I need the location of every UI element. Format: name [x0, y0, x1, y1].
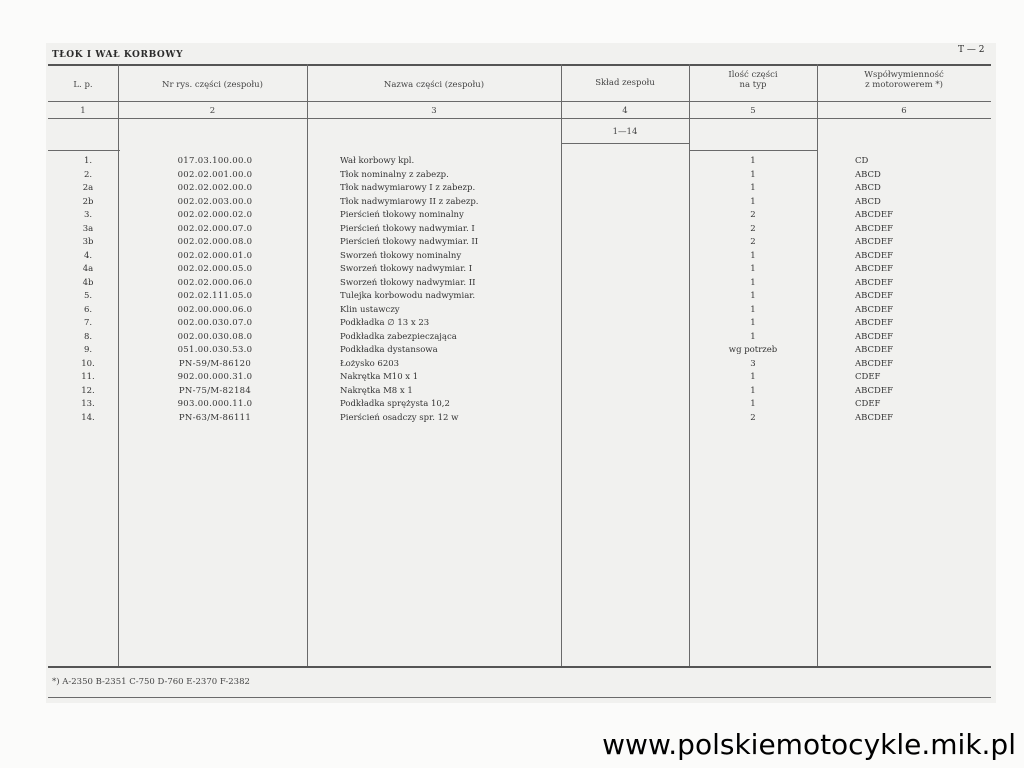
row-compatibility: ABCDEF: [855, 385, 893, 396]
row-drawing-number: 002.00.000.06.0: [177, 304, 253, 315]
column-number-4: 4: [622, 106, 628, 116]
row-compatibility: ABCDEF: [855, 210, 893, 220]
row-drawing-number: 002.02.003.00.0: [177, 196, 253, 207]
row-compatibility: ABCD: [855, 196, 881, 207]
row-quantity: 1: [750, 331, 756, 342]
row-compatibility: ABCDEF: [855, 237, 893, 247]
row-part-name: Pierścień osadczy spr. 12 w: [340, 412, 459, 423]
header-part-name: Nazwa części (zespołu): [383, 80, 485, 90]
header-quantity-line2: na typ: [739, 80, 767, 90]
row-quantity: 1: [750, 291, 756, 301]
row-quantity: 1: [750, 250, 756, 261]
row-part-name: Tulejka korbowodu nadwymiar.: [340, 291, 476, 301]
header-drawing-number: Nr rys. części (zespołu): [162, 80, 263, 90]
row-quantity: 1: [750, 169, 756, 180]
row-compatibility: CD: [855, 156, 869, 166]
row-quantity: 1: [750, 264, 756, 274]
row-quantity: 1: [750, 372, 756, 382]
row-drawing-number: 002.02.000.08.0: [177, 237, 253, 247]
column-number-1: 1: [80, 106, 86, 116]
row-compatibility: CDEF: [855, 372, 881, 382]
row-drawing-number: PN-75/M-82184: [178, 385, 252, 396]
row-lp: 7.: [83, 318, 93, 328]
row-lp: 10.: [81, 358, 95, 369]
row-compatibility: ABCD: [855, 183, 881, 193]
column-number-6: 6: [901, 106, 907, 116]
row-part-name: Klin ustawczy: [340, 304, 400, 315]
row-lp: 8.: [83, 331, 93, 342]
row-drawing-number: 002.02.000.01.0: [177, 250, 253, 261]
row-lp: 1.: [83, 156, 93, 166]
row-part-name: Podkładka sprężysta 10,2: [340, 399, 450, 409]
row-compatibility: ABCD: [855, 169, 881, 180]
row-lp: 3a: [82, 223, 94, 234]
column-number-5: 5: [750, 106, 756, 116]
row-quantity: 1: [750, 318, 756, 328]
row-part-name: Nakrętka M10 x 1: [340, 372, 419, 382]
header-compat-line1: Współwymienność: [864, 70, 944, 80]
row-quantity: 1: [750, 196, 756, 207]
row-lp: 3.: [83, 210, 93, 220]
header-quantity-line1: Ilość części: [728, 70, 778, 80]
row-quantity: 2: [750, 223, 756, 234]
row-drawing-number: 002.00.030.07.0: [177, 318, 253, 328]
row-drawing-number: 002.02.111.05.0: [177, 291, 253, 301]
row-compatibility: ABCDEF: [855, 345, 893, 355]
row-lp: 2b: [82, 196, 94, 207]
row-drawing-number: 002.02.001.00.0: [177, 169, 253, 180]
row-compatibility: ABCDEF: [855, 250, 893, 261]
row-compatibility: ABCDEF: [855, 331, 893, 342]
row-lp: 13.: [81, 399, 95, 409]
row-compatibility: ABCDEF: [855, 277, 893, 288]
row-compatibility: ABCDEF: [855, 412, 893, 423]
row-lp: 9.: [83, 345, 93, 355]
row-quantity: 1: [750, 277, 756, 288]
row-lp: 6.: [83, 304, 93, 315]
row-part-name: Pierścień tłokowy nominalny: [340, 210, 464, 220]
row-quantity: 2: [750, 237, 756, 247]
row-compatibility: ABCDEF: [855, 304, 893, 315]
row-compatibility: CDEF: [855, 399, 881, 409]
row-lp: 5.: [83, 291, 93, 301]
document-title: TŁOK I WAŁ KORBOWY: [52, 50, 184, 60]
row-part-name: Pierścień tłokowy nadwymiar. II: [340, 237, 479, 247]
row-drawing-number: 017.03.100.00.0: [177, 156, 253, 166]
row-part-name: Sworzeń tłokowy nadwymiar. I: [340, 264, 473, 274]
page-code: T — 2: [958, 45, 985, 55]
row-part-name: Tłok nominalny z zabezp.: [340, 169, 449, 180]
row-part-name: Pierścień tłokowy nadwymiar. I: [340, 223, 475, 234]
row-drawing-number: 002.02.000.06.0: [177, 277, 253, 288]
row-drawing-number: 002.00.030.08.0: [177, 331, 253, 342]
header-lp: L. p.: [73, 80, 93, 90]
footnote-models: *) A-2350 B-2351 C-750 D-760 E-2370 F-2382: [52, 677, 250, 687]
row-part-name: Podkładka ∅ 13 x 23: [340, 318, 430, 328]
row-quantity: 3: [750, 358, 756, 369]
row-quantity: 1: [750, 183, 756, 193]
row-part-name: Łożysko 6203: [340, 358, 400, 369]
row-part-name: Tłok nadwymiarowy II z zabezp.: [340, 196, 479, 207]
row-lp: 12.: [81, 385, 95, 396]
row-drawing-number: 002.02.000.02.0: [177, 210, 253, 220]
row-quantity: 1: [750, 156, 756, 166]
row-part-name: Nakrętka M8 x 1: [340, 385, 413, 396]
watermark-url: www.polskiemotocykle.mik.pl: [602, 728, 1016, 761]
assembly-range: 1—14: [612, 127, 638, 137]
row-lp: 2.: [83, 169, 93, 180]
row-lp: 3b: [82, 237, 94, 247]
row-drawing-number: PN-63/M-86111: [178, 412, 252, 423]
header-assembly: Skład zespołu: [595, 78, 655, 88]
row-compatibility: ABCDEF: [855, 291, 893, 301]
row-part-name: Podkładka dystansowa: [340, 345, 438, 355]
row-lp: 14.: [81, 412, 95, 423]
row-drawing-number: 002.02.000.05.0: [177, 264, 253, 274]
row-part-name: Sworzeń tłokowy nadwymiar. II: [340, 277, 476, 288]
row-compatibility: ABCDEF: [855, 264, 893, 274]
row-drawing-number: 002.02.000.07.0: [177, 223, 253, 234]
row-quantity: 1: [750, 304, 756, 315]
row-drawing-number: 902.00.000.31.0: [177, 372, 253, 382]
row-compatibility: ABCDEF: [855, 223, 893, 234]
row-quantity: 2: [750, 412, 756, 423]
row-part-name: Podkładka zabezpieczająca: [340, 331, 457, 342]
row-lp: 4.: [83, 250, 93, 261]
row-lp: 11.: [81, 372, 95, 382]
row-quantity: 1: [750, 399, 756, 409]
header-compat-line2: z motorowerem *): [865, 80, 943, 90]
row-part-name: Sworzeń tłokowy nominalny: [340, 250, 462, 261]
row-drawing-number: 002.02.002.00.0: [177, 183, 253, 193]
row-drawing-number: PN-59/M-86120: [178, 358, 252, 369]
row-quantity: 2: [750, 210, 756, 220]
row-quantity: wg potrzeb: [728, 345, 778, 355]
row-compatibility: ABCDEF: [855, 318, 893, 328]
row-quantity: 1: [750, 385, 756, 396]
row-drawing-number: 051.00.030.53.0: [177, 345, 253, 355]
row-lp: 2a: [82, 183, 94, 193]
row-compatibility: ABCDEF: [855, 358, 893, 369]
row-part-name: Tłok nadwymiarowy I z zabezp.: [340, 183, 476, 193]
row-lp: 4a: [82, 264, 94, 274]
row-drawing-number: 903.00.000.11.0: [177, 399, 253, 409]
row-part-name: Wał korbowy kpl.: [340, 156, 415, 166]
column-number-2: 2: [209, 106, 216, 116]
column-number-3: 3: [431, 106, 437, 116]
row-lp: 4b: [82, 277, 94, 288]
